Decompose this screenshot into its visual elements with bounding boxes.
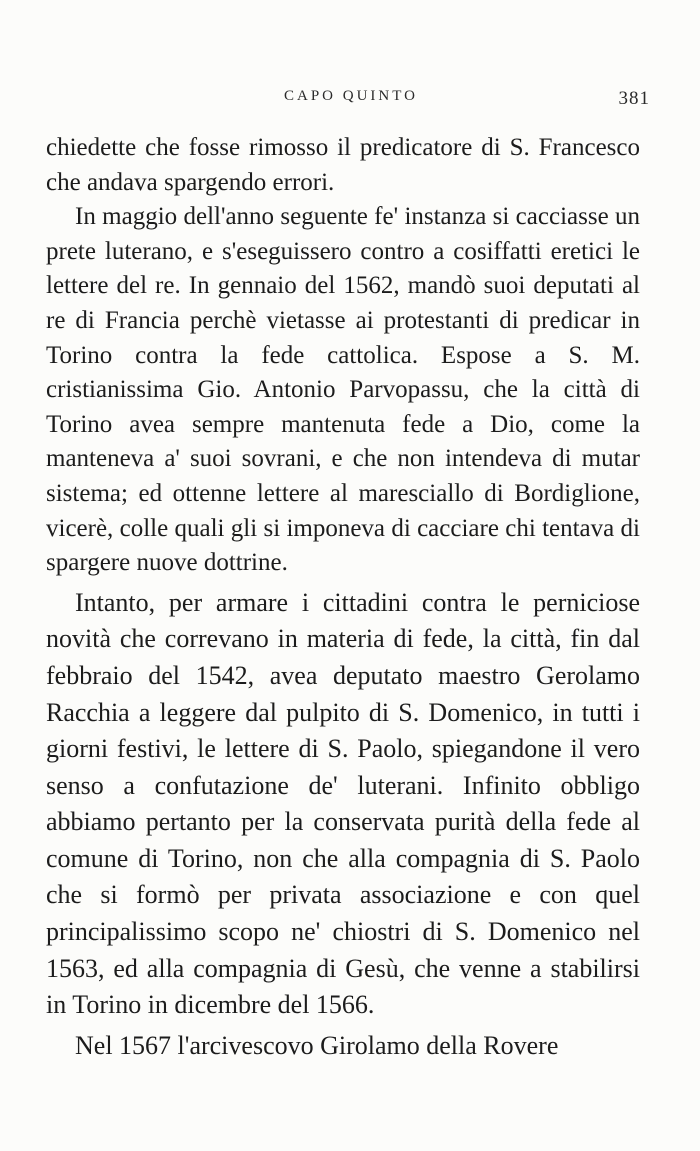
body-text <box>46 131 640 1064</box>
paragraph-1: chiedette che fosse rimosso il predicatore di S. Francesco che andava spargendo errori. <box>46 134 640 196</box>
running-head <box>46 88 656 118</box>
paragraph-4: Nel 1567 l'arcivescovo Girolamo della Rovere <box>75 1030 559 1060</box>
paragraph-2: In maggio dell'anno seguente fe' instanza si cacciasse un prete luterano, e s'eseguissero contro a cosiffatti eretici le lettere del re. In gennaio del 1562, mandò suoi deputati al re di Francia perchè vietasse ai protestanti di predicar in Torino contra la fede cattolica. Espose a S. M. cristianissima Gio. Antonio Parvopassu, che la città di Torino avea sempre mantenuta fede a Dio, come la manteneva a' suoi sovrani, e che non intendeva di mutar sistema; ed ottenne lettere al maresciallo di Bordiglione, vicerè, colle quali gli si imponeva di cacciare chi tentava di spargere nuove dottrine. <box>46 203 640 577</box>
running-title: CAPO QUINTO <box>284 88 418 104</box>
paragraph-3: Intanto, per armare i cittadini contra le perniciose novità che correvano in materia di fede, la città, fin dal febbraio del 1542, avea deputato maestro Gerolamo Racchia a leggere dal pulpito di S. Domenico, in tutti i giorni festivi, le lettere di S. Paolo, spiegandone il vero senso a confutazione de' luterani. Infinito obbligo abbiamo pertanto per la conservata purità della fede al comune di Torino, non che alla compagnia di S. Paolo che si formò per privata associazione e con quel principalissimo scopo ne' chiostri di S. Domenico nel 1563, ed alla compagnia di Gesù, che venne a stabilirsi in Torino in dicembre del 1566. <box>46 587 640 1020</box>
page-number: 381 <box>618 88 650 109</box>
